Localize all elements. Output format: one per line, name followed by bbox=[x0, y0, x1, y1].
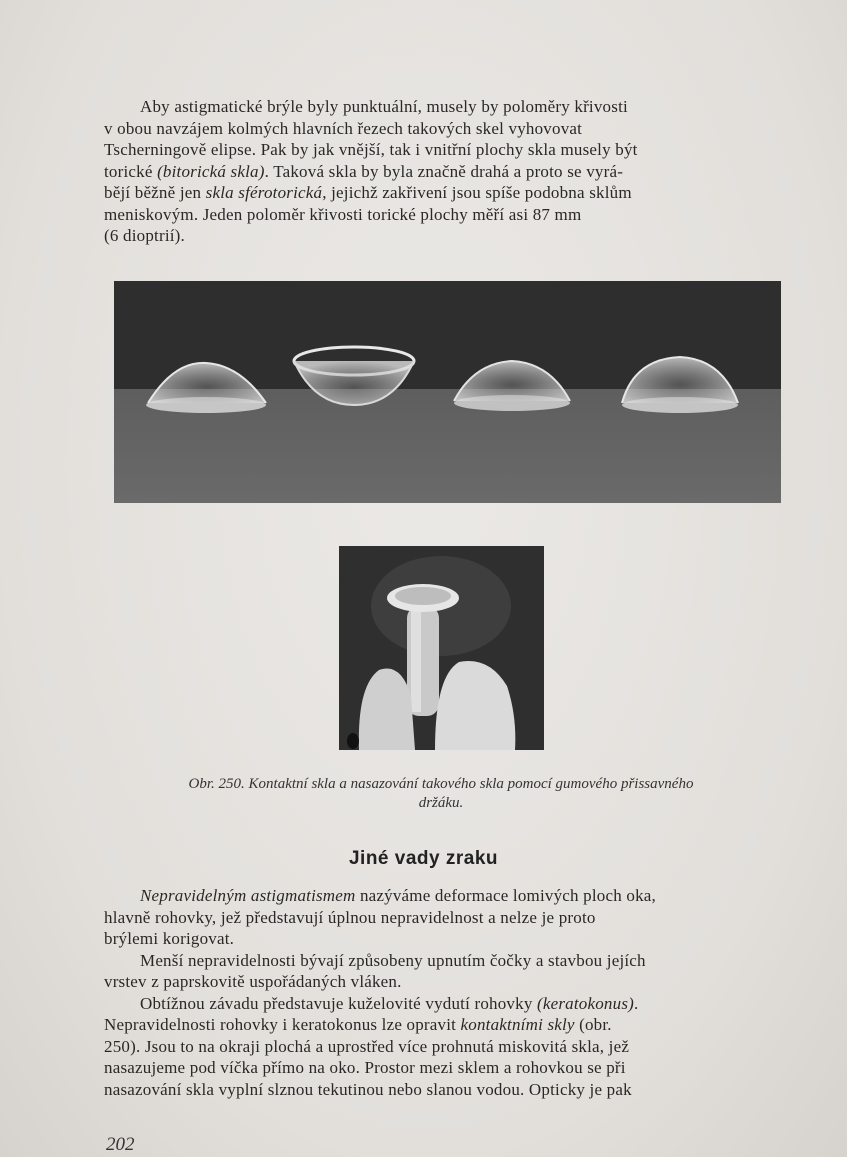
contact-lenses-photo bbox=[114, 281, 781, 503]
emphasis-bitoric: (bitorická skla) bbox=[157, 161, 265, 181]
text-line: brýlemi korigovat. bbox=[104, 929, 235, 948]
text-line: nasazování skla vyplní slznou tekutinou nebo slanou vodou. Opticky je pak bbox=[104, 1079, 632, 1099]
emphasis-spherotoric: skla sférotorická bbox=[205, 183, 323, 202]
text-line: Obtížnou závadu představuje kuželovité vydutí rohovky (keratokonus). bbox=[140, 993, 639, 1013]
text-line: (6 dioptrií). bbox=[104, 226, 185, 245]
text-line: meniskovým. Jeden poloměr křivosti torické plochy měří asi 87 mm bbox=[104, 204, 582, 224]
text-line: vrstev z paprskovitě uspořádaných vláken. bbox=[104, 972, 402, 991]
caption-line: Obr. 250. Kontaktní skla a nasazování takového skla pomocí gumového přissavného bbox=[188, 776, 694, 792]
caption-line: držáku. bbox=[418, 795, 464, 811]
text-line: 250). Jsou to na okraji plochá a uprostřed více prohnutá miskovitá skla, jež bbox=[104, 1036, 630, 1056]
body-text bbox=[104, 885, 778, 1100]
text-line: Nepravidelným astigmatismem nazýváme deformace lomivých ploch oka, bbox=[140, 886, 656, 905]
text-line: Nepravidelnosti rohovky i keratokonus lze opravit kontaktními skly (obr. bbox=[104, 1015, 612, 1034]
page-number: 202 bbox=[106, 1134, 135, 1155]
text-line: hlavně rohovky, jež představují úplnou nepravidelnost a nelze je proto bbox=[104, 907, 596, 927]
text-line: Aby astigmatické brýle byly punktuální, musely by poloměry křivosti bbox=[140, 97, 628, 116]
text-line: Menší nepravidelnosti bývají způsobeny upnutím čočky a stavbou jejích bbox=[140, 950, 646, 970]
emphasis-irregular-astigmatism: Nepravidelným astigmatismem bbox=[140, 886, 356, 905]
figure-caption bbox=[104, 775, 778, 813]
text-line: v obou navzájem kolmých hlavních řezech takových skel vyhovovat bbox=[104, 118, 583, 138]
text-line: torické (bitorická skla). Taková skla by byla značně drahá a proto se vyrá- bbox=[104, 161, 624, 181]
text-line: nasazujeme pod víčka přímo na oko. Prostor mezi sklem a rohovkou se při bbox=[104, 1058, 626, 1077]
text-line: bějí běžně jen skla sférotorická, jejichž zakřivení jsou spíše podobna sklům bbox=[104, 183, 632, 202]
emphasis-contact-lenses: kontaktními skly bbox=[460, 1015, 575, 1034]
emphasis-keratoconus: (keratokonus) bbox=[536, 993, 634, 1013]
section-heading: Jiné vady zraku bbox=[348, 848, 499, 869]
suction-holder-photo bbox=[339, 546, 544, 750]
text-line: Tscherningově elipse. Pak by jak vnější, tak i vnitřní plochy skla musely být bbox=[104, 140, 638, 159]
intro-paragraph bbox=[104, 96, 778, 247]
